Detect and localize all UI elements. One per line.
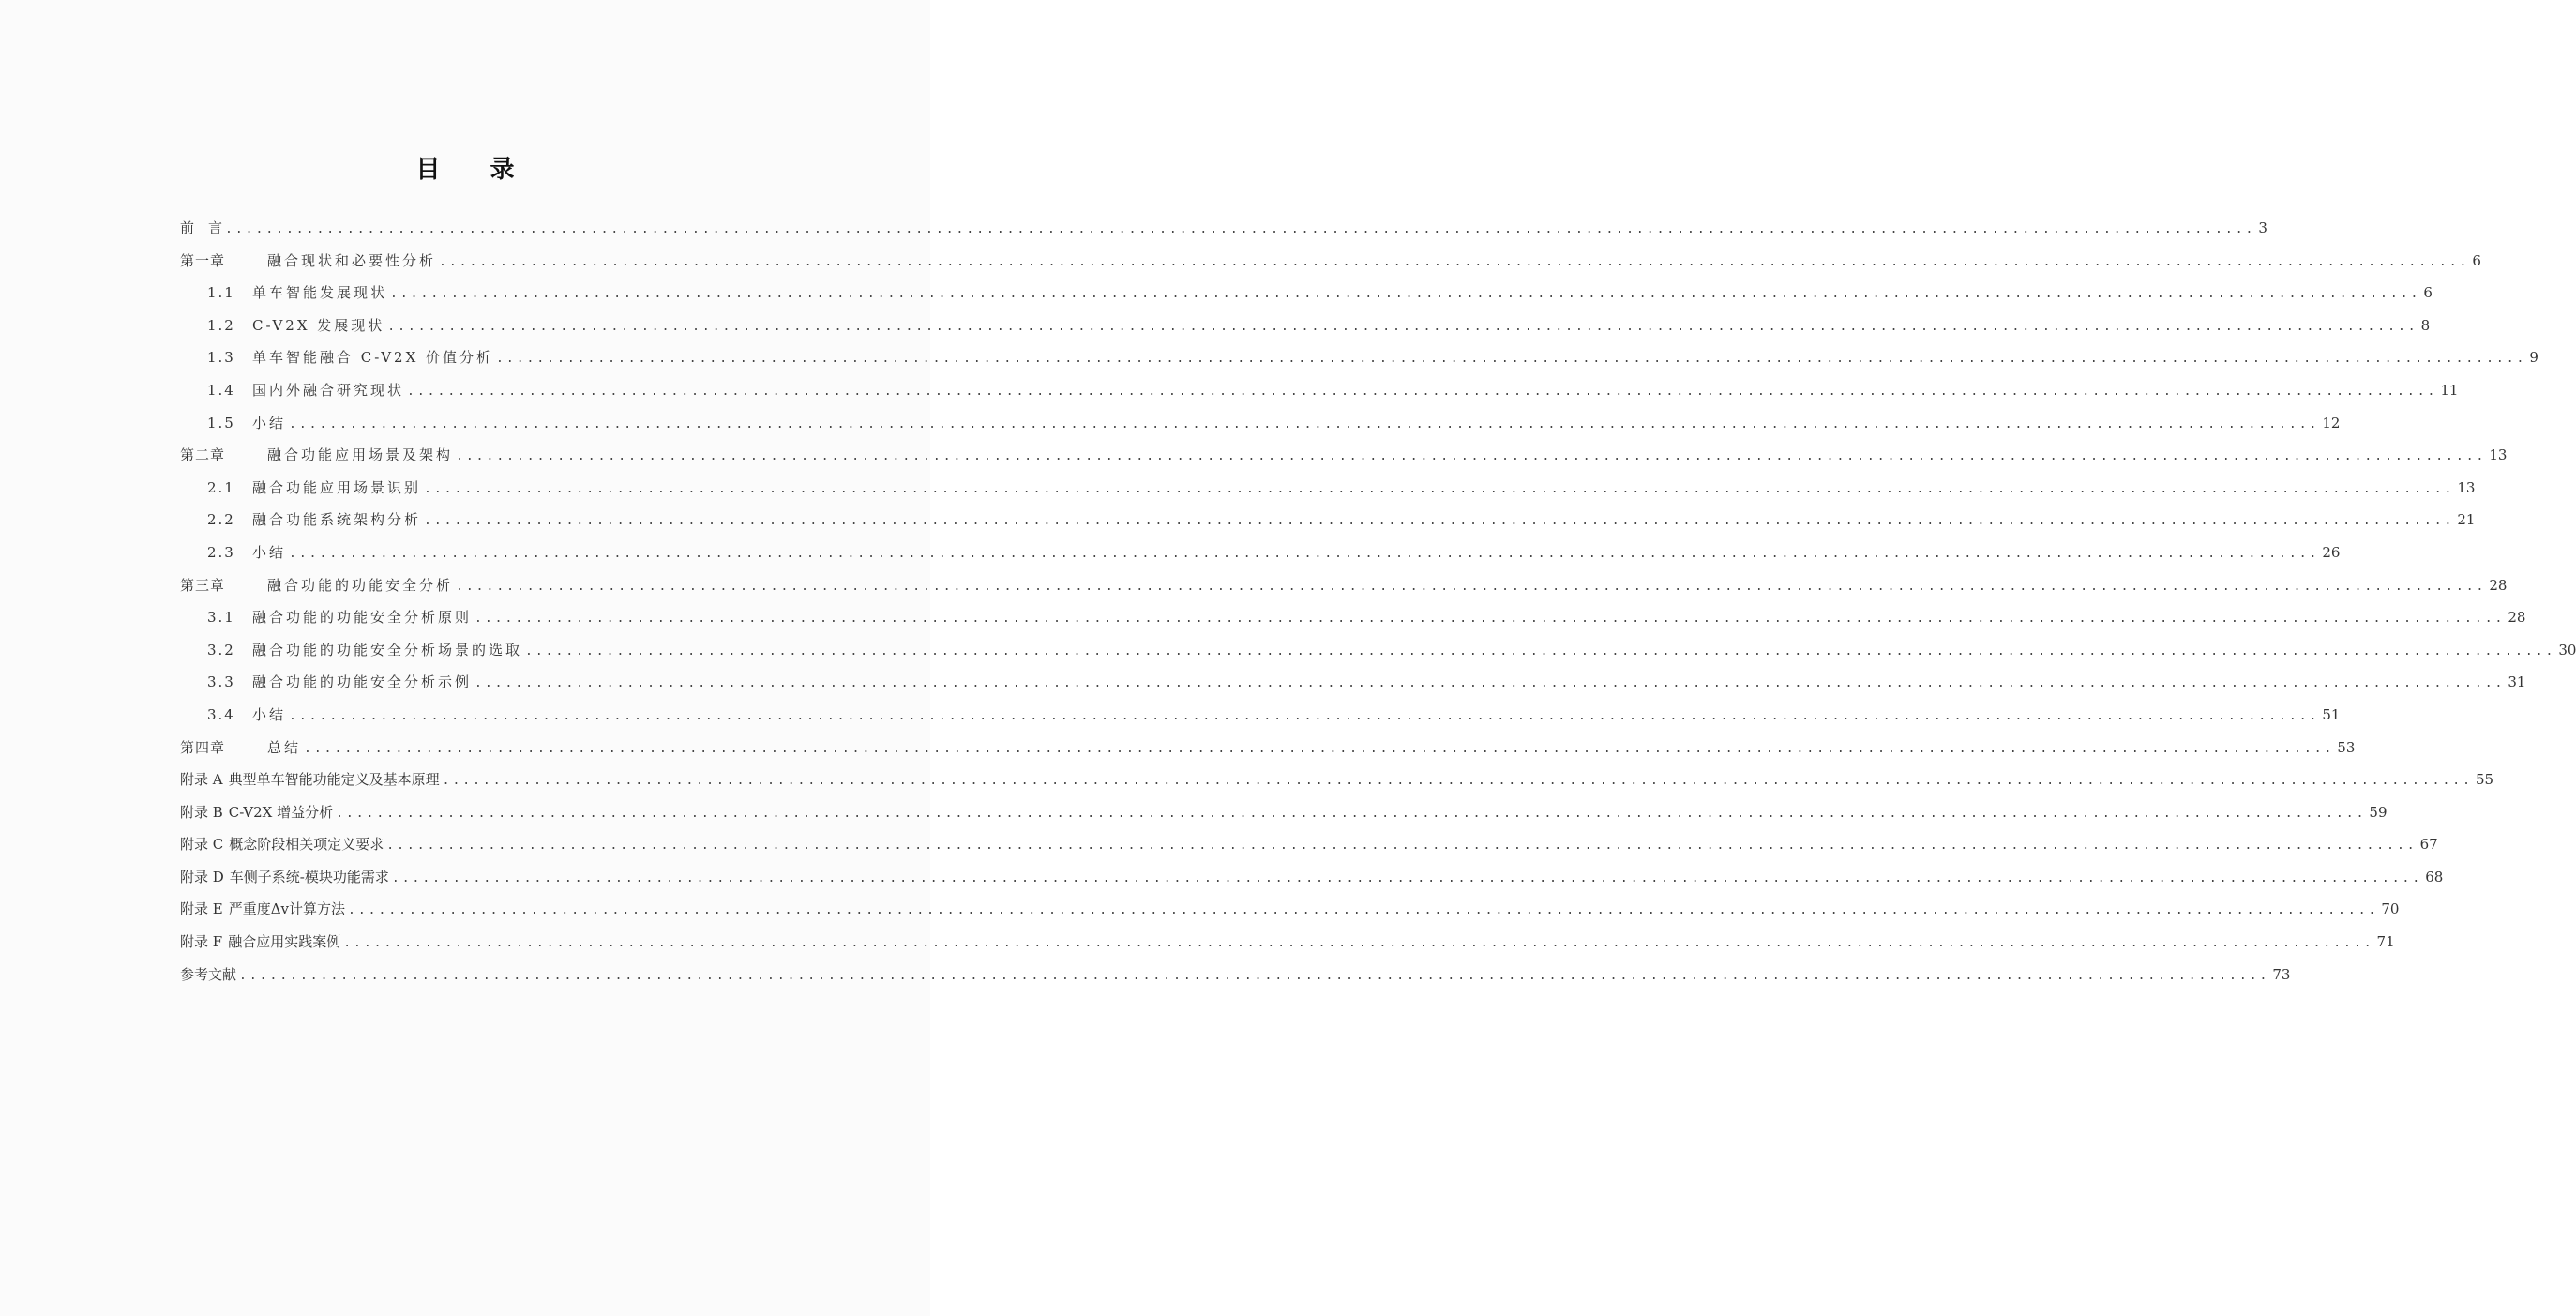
toc-entry-number: 1.5: [207, 414, 235, 431]
toc-page-number: 11: [2440, 381, 2459, 399]
toc-entry-number: 第一章: [180, 251, 226, 269]
toc-entry-title: 严重度Δv计算方法: [228, 900, 346, 918]
toc-leader-dots: ........................................................................................................................................................................................................: [289, 546, 2320, 561]
toc-entry-number: 第三章: [180, 576, 226, 594]
toc-entry-title: 小结: [252, 543, 287, 561]
table-of-contents: [180, 218, 2576, 996]
toc-leader-dots: ........................................................................................................................................................................................................: [525, 643, 2556, 658]
toc-entry-title: 国内外融合研究现状: [252, 381, 405, 399]
toc-entry[interactable]: [180, 445, 2508, 477]
toc-leader-dots: ........................................................................................................................................................................................................: [386, 839, 2418, 854]
toc-entry[interactable]: [180, 413, 2341, 446]
toc-page-number: 6: [2472, 251, 2481, 269]
toc-entry[interactable]: [180, 250, 2481, 283]
toc-entry-number: 第四章: [180, 738, 226, 756]
toc-entry[interactable]: [180, 282, 2433, 315]
toc-leader-dots: ........................................................................................................................................................................................................: [289, 416, 2320, 431]
toc-entry[interactable]: [180, 964, 2291, 997]
toc-entry[interactable]: [180, 218, 2267, 250]
toc-entry-title: 单车智能融合 C-V2X 价值分析: [252, 349, 494, 367]
toc-leader-dots: ........................................................................................................................................................................................................: [456, 579, 2487, 594]
toc-entry-number: 2.3: [207, 543, 235, 561]
toc-entry-title: 小结: [252, 705, 287, 723]
toc-page-number: 51: [2322, 705, 2341, 723]
toc-page-number: 31: [2508, 673, 2526, 691]
toc-entry[interactable]: [180, 737, 2356, 770]
toc-entry[interactable]: [180, 704, 2341, 737]
toc-entry-title: 融合应用实践案例: [228, 933, 341, 951]
toc-page-number: 59: [2369, 803, 2388, 821]
toc-page-number: 55: [2475, 771, 2494, 789]
toc-leader-dots: ........................................................................................................................................................................................................: [304, 741, 2335, 756]
toc-entry-number: 3.2: [207, 641, 235, 658]
toc-leader-dots: ........................................................................................................................................................................................................: [239, 968, 2270, 983]
toc-leader-dots: ........................................................................................................................................................................................................: [348, 903, 2379, 918]
toc-entry[interactable]: [180, 931, 2395, 964]
toc-page-number: 13: [2457, 478, 2476, 496]
toc-entry[interactable]: [180, 640, 2576, 673]
toc-page-number: 3: [2258, 219, 2267, 236]
toc-entry[interactable]: [180, 867, 2444, 900]
toc-entry-number: 附录 D: [180, 868, 224, 885]
toc-entry-number: 2.2: [207, 511, 235, 529]
toc-entry-number: 附录 F: [180, 933, 223, 951]
toc-entry-title: 总结: [267, 738, 302, 756]
toc-entry-title: 融合现状和必要性分析: [267, 251, 437, 269]
toc-entry-number: 参考文献: [180, 965, 237, 983]
toc-entry-title: 融合功能系统架构分析: [252, 511, 422, 529]
toc-entry-title: 小结: [252, 414, 287, 431]
toc-page-number: 21: [2457, 511, 2476, 529]
toc-page-number: 68: [2425, 868, 2444, 885]
toc-page-number: 8: [2420, 316, 2431, 334]
toc-leader-dots: ........................................................................................................................................................................................................: [475, 676, 2506, 691]
toc-entry-number: 1.3: [207, 349, 235, 367]
toc-entry[interactable]: [180, 542, 2341, 575]
toc-entry-number: 附录 A: [180, 771, 223, 789]
toc-entry[interactable]: [180, 477, 2476, 510]
toc-entry-title: 单车智能发展现状: [252, 284, 388, 302]
toc-entry[interactable]: [180, 769, 2494, 802]
toc-entry-title: C-V2X 发展现状: [252, 316, 385, 334]
toc-entry-title: C-V2X 增益分析: [228, 803, 334, 821]
toc-entry-number: 附录 C: [180, 836, 224, 854]
toc-entry-title: 融合功能的功能安全分析示例: [252, 673, 473, 691]
toc-entry-title: 概念阶段相关项定义要求: [229, 836, 384, 854]
toc-page-number: 26: [2322, 543, 2341, 561]
toc-entry[interactable]: [180, 607, 2526, 640]
toc-page-number: 73: [2272, 965, 2291, 983]
toc-page-number: 28: [2508, 609, 2526, 627]
toc-entry-number: 1.2: [207, 316, 235, 334]
toc-leader-dots: ........................................................................................................................................................................................................: [289, 708, 2320, 723]
toc-entry-number: 2.1: [207, 478, 235, 496]
toc-entry[interactable]: [180, 509, 2476, 542]
toc-page-number: 71: [2376, 933, 2395, 951]
toc-leader-dots: ........................................................................................................................................................................................................: [439, 254, 2470, 269]
toc-leader-dots: ........................................................................................................................................................................................................: [225, 222, 2256, 236]
toc-entry-title: 融合功能的功能安全分析: [267, 576, 454, 594]
toc-entry-number: 前 言: [180, 219, 223, 236]
toc-entry[interactable]: [180, 834, 2438, 867]
toc-page-number: 9: [2529, 349, 2538, 367]
toc-leader-dots: ........................................................................................................................................................................................................: [442, 774, 2473, 789]
toc-page-number: 6: [2423, 284, 2433, 302]
toc-entry[interactable]: [180, 672, 2526, 704]
toc-leader-dots: ........................................................................................................................................................................................................: [424, 481, 2455, 496]
toc-entry[interactable]: [180, 347, 2538, 380]
toc-leader-dots: ........................................................................................................................................................................................................: [496, 352, 2527, 367]
toc-entry-title: 融合功能应用场景识别: [252, 478, 422, 496]
toc-entry[interactable]: [180, 315, 2431, 348]
toc-entry-title: 融合功能应用场景及架构: [267, 446, 454, 464]
toc-entry-number: 1.4: [207, 381, 235, 399]
toc-entry-title: 车侧子系统-模块功能需求: [229, 868, 389, 885]
toc-page-number: 30: [2558, 641, 2576, 658]
toc-leader-dots: ........................................................................................................................................................................................................: [424, 514, 2455, 529]
toc-leader-dots: ........................................................................................................................................................................................................: [343, 936, 2374, 951]
toc-leader-dots: ........................................................................................................................................................................................................: [336, 806, 2367, 821]
toc-entry-title: 典型单车智能功能定义及基本原理: [228, 771, 440, 789]
toc-page-number: 13: [2489, 446, 2508, 464]
toc-entry-number: 1.1: [207, 284, 235, 302]
toc-entry-number: 3.3: [207, 673, 235, 691]
toc-entry[interactable]: [180, 802, 2388, 835]
toc-entry-number: 3.4: [207, 705, 235, 723]
toc-page-number: 53: [2337, 738, 2356, 756]
toc-page-number: 70: [2381, 900, 2400, 918]
toc-leader-dots: ........................................................................................................................................................................................................: [390, 287, 2421, 302]
toc-entry-number: 附录 B: [180, 803, 223, 821]
toc-entry[interactable]: [180, 380, 2459, 413]
page-title: 目 录: [415, 156, 535, 184]
toc-page-number: 12: [2322, 414, 2341, 431]
toc-leader-dots: ........................................................................................................................................................................................................: [391, 870, 2423, 885]
toc-entry-number: 3.1: [207, 609, 235, 627]
toc-leader-dots: ........................................................................................................................................................................................................: [475, 612, 2506, 627]
toc-leader-dots: ........................................................................................................................................................................................................: [387, 319, 2418, 334]
toc-entry[interactable]: [180, 575, 2508, 608]
toc-entry-number: 附录 E: [180, 900, 223, 918]
toc-entry-number: 第二章: [180, 446, 226, 464]
toc-page-number: 28: [2489, 576, 2508, 594]
toc-entry[interactable]: [180, 899, 2400, 931]
toc-leader-dots: ........................................................................................................................................................................................................: [407, 384, 2438, 399]
toc-page-number: 67: [2419, 836, 2438, 854]
toc-entry-title: 融合功能的功能安全分析场景的选取: [252, 641, 523, 658]
toc-leader-dots: ........................................................................................................................................................................................................: [456, 449, 2487, 464]
toc-entry-title: 融合功能的功能安全分析原则: [252, 609, 473, 627]
